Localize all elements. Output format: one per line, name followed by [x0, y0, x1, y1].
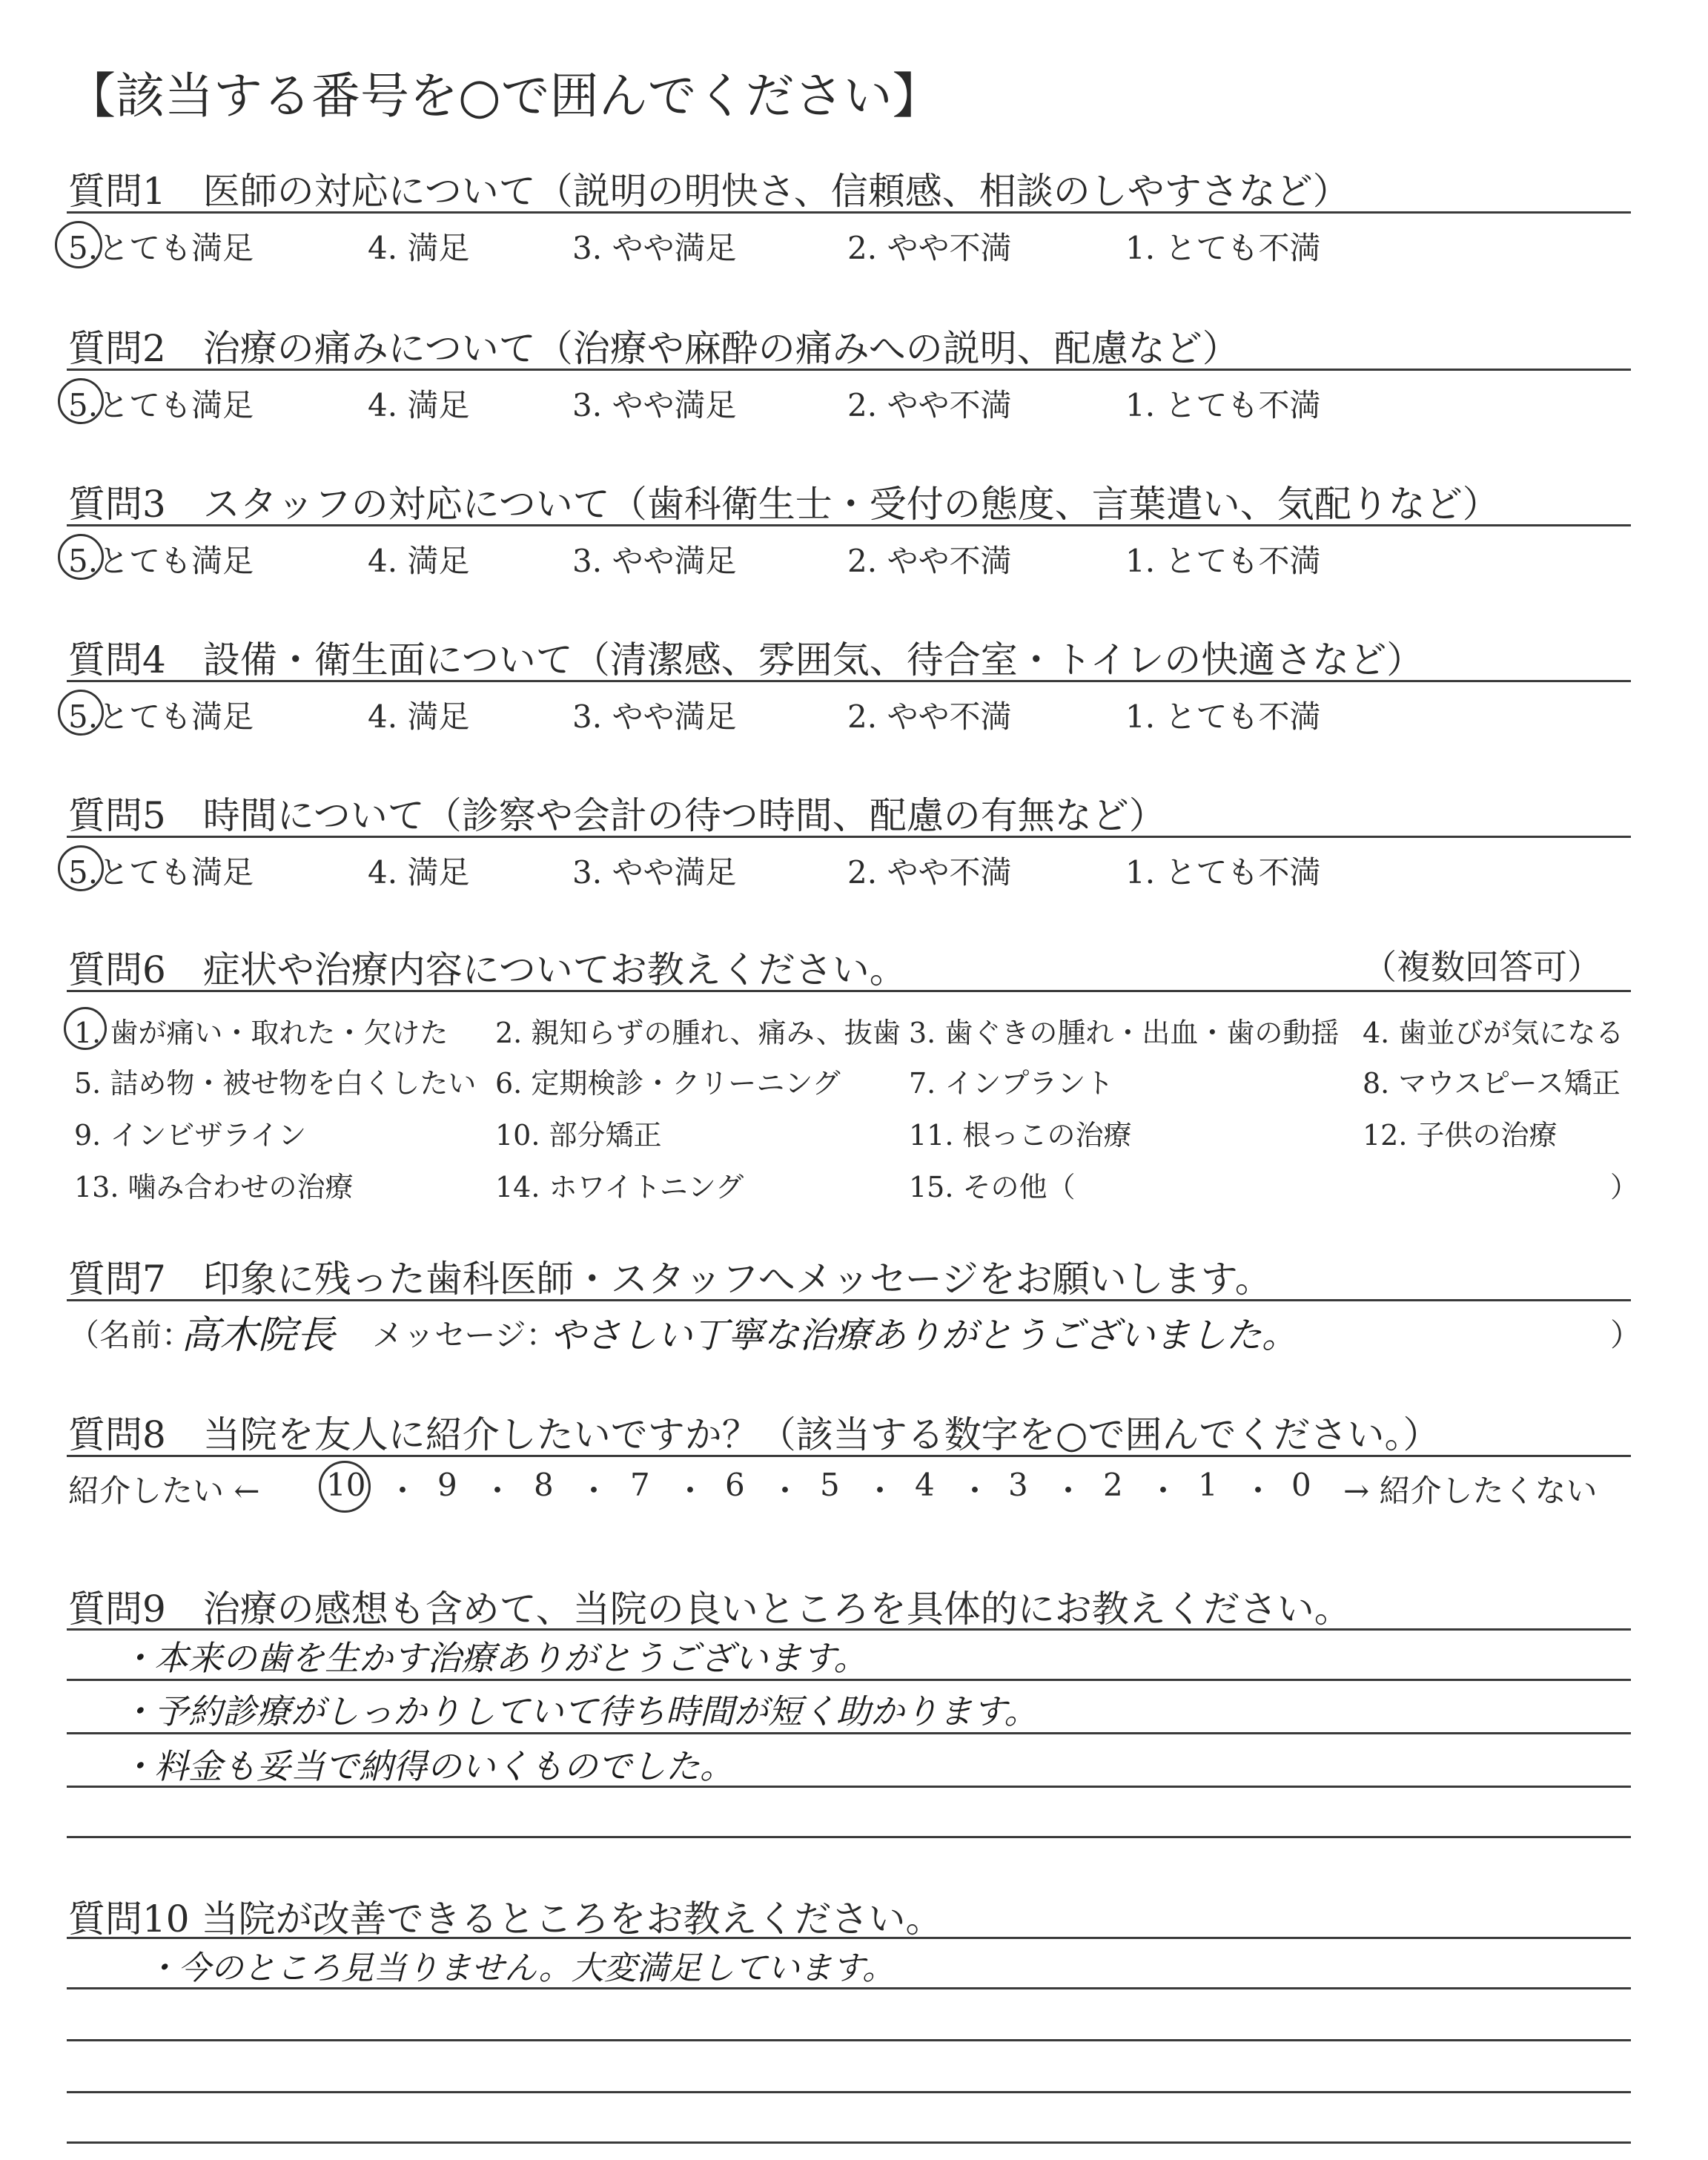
answer-line — [67, 1987, 1631, 1989]
recommend-right-label: → 紹介したくない — [1343, 1473, 1598, 1509]
scale-6[interactable]: 6 — [725, 1467, 745, 1503]
name-label: （名前： — [68, 1317, 193, 1353]
rating-row-q3 — [0, 535, 1708, 580]
rating-row-q2 — [0, 380, 1708, 424]
symptom-option-5[interactable]: 5. 詰め物・被せ物を白くしたい — [74, 1067, 477, 1100]
symptom-option-14[interactable]: 14. ホワイトニング — [495, 1171, 744, 1203]
rating-option-5[interactable]: 5.とても満足 — [68, 854, 254, 891]
rating-option-2[interactable]: 2. やや不満 — [847, 698, 1012, 735]
scale-8[interactable]: 8 — [534, 1467, 554, 1503]
scale-1[interactable]: 1 — [1198, 1467, 1218, 1503]
symptom-option-2[interactable]: 2. 親知らずの腫れ、痛み、抜歯 — [495, 1017, 901, 1049]
answer-line — [67, 1786, 1631, 1788]
divider — [67, 369, 1631, 371]
rating-option-2[interactable]: 2. やや不満 — [847, 854, 1012, 891]
answer-line — [67, 2091, 1631, 2093]
symptom-option-15[interactable]: 15. その他（ — [909, 1171, 1076, 1203]
rating-option-3[interactable]: 3. やや満足 — [572, 854, 737, 891]
scale-separator: ・ — [1242, 1473, 1274, 1509]
rating-row-q5 — [0, 847, 1708, 891]
scale-separator: ・ — [864, 1473, 896, 1509]
rating-option-5[interactable]: 5.とても満足 — [68, 543, 254, 579]
question-1: 質問1 医師の対応について（説明の明快さ、信頼感、相談のしやすさなど） — [68, 170, 1350, 213]
rating-option-2[interactable]: 2. やや不満 — [847, 230, 1012, 266]
scale-9[interactable]: 9 — [437, 1467, 457, 1503]
divider — [67, 1299, 1631, 1301]
rating-option-3[interactable]: 3. やや満足 — [572, 230, 737, 266]
question-9: 質問9 治療の感想も含めて、当院の良いところを具体的にお教えください。 — [68, 1588, 1351, 1631]
answer-line — [67, 1836, 1631, 1838]
divider — [67, 836, 1631, 838]
good-point-answer-3[interactable]: ・料金も妥当で納得のいくものでした。 — [120, 1746, 734, 1786]
improvement-answer-1[interactable]: ・今のところ見当りません。大変満足しています。 — [145, 1949, 896, 1987]
name-value[interactable]: 高木院長 — [181, 1313, 336, 1358]
question-2: 質問2 治療の痛みについて（治療や麻酔の痛みへの説明、配慮など） — [68, 327, 1239, 370]
scale-separator: ・ — [959, 1473, 991, 1509]
symptom-option-8[interactable]: 8. マウスピース矯正 — [1363, 1067, 1621, 1100]
symptom-option-3[interactable]: 3. 歯ぐきの腫れ・出血・歯の動揺 — [909, 1017, 1340, 1049]
scale-2[interactable]: 2 — [1103, 1467, 1123, 1503]
answer-line — [67, 1679, 1631, 1681]
rating-option-3[interactable]: 3. やや満足 — [572, 543, 737, 579]
answer-line — [67, 2039, 1631, 2041]
answer-line — [67, 2141, 1631, 2144]
rating-row-q1 — [0, 222, 1708, 267]
rating-option-2[interactable]: 2. やや不満 — [847, 543, 1012, 579]
symptom-option-10[interactable]: 10. 部分矯正 — [495, 1119, 662, 1152]
symptom-option-11[interactable]: 11. 根っこの治療 — [909, 1119, 1132, 1152]
rating-option-4[interactable]: 4. 満足 — [368, 543, 470, 579]
page-title: 【該当する番号を○で囲んでください】 — [67, 67, 941, 125]
scale-separator: ・ — [578, 1473, 610, 1509]
rating-option-1[interactable]: 1. とても不満 — [1125, 387, 1321, 423]
symptom-option-13[interactable]: 13. 噛み合わせの治療 — [74, 1171, 354, 1203]
rating-option-1[interactable]: 1. とても不満 — [1125, 698, 1321, 735]
scale-4[interactable]: 4 — [915, 1467, 935, 1503]
recommend-left-label: 紹介したい ← — [68, 1473, 260, 1509]
rating-option-4[interactable]: 4. 満足 — [368, 698, 470, 735]
rating-row-q4 — [0, 691, 1708, 736]
divider — [67, 1628, 1631, 1631]
scale-separator: ・ — [387, 1473, 419, 1509]
symptom-option-1[interactable]: 1. 歯が痛い・取れた・欠けた — [74, 1017, 448, 1049]
symptom-option-7[interactable]: 7. インプラント — [909, 1067, 1114, 1100]
scale-0[interactable]: 0 — [1291, 1467, 1311, 1503]
question-6: 質問6 症状や治療内容についてお教えください。 — [68, 948, 907, 991]
scale-separator: ・ — [675, 1473, 706, 1509]
question-8: 質問8 当院を友人に紹介したいですか？（該当する数字を○で囲んでください。） — [68, 1413, 1440, 1456]
rating-option-4[interactable]: 4. 満足 — [368, 230, 470, 266]
divider — [67, 524, 1631, 526]
question-10: 質問10 当院が改善できるところをお教えください。 — [68, 1898, 943, 1941]
question-3: 質問3 スタッフの対応について（歯科衛生士・受付の態度、言葉遣い、気配りなど） — [68, 483, 1500, 526]
message-value[interactable]: やさしい丁寧な治療ありがとうございました。 — [550, 1315, 1298, 1356]
rating-option-5[interactable]: 5.とても満足 — [68, 230, 254, 266]
rating-option-3[interactable]: 3. やや満足 — [572, 387, 737, 423]
rating-option-1[interactable]: 1. とても不満 — [1125, 854, 1321, 891]
rating-option-3[interactable]: 3. やや満足 — [572, 698, 737, 735]
message-label: メッセージ： — [372, 1317, 557, 1353]
question-7: 質問7 印象に残った歯科医師・スタッフへメッセージをお願いします。 — [68, 1258, 1272, 1301]
scale-separator: ・ — [1053, 1473, 1085, 1509]
question-4: 質問4 設備・衛生面について（清潔感、雰囲気、待合室・トイレの快適さなど） — [68, 638, 1424, 681]
question-5: 質問5 時間について（診察や会計の待つ時間、配慮の有無など） — [68, 794, 1166, 837]
good-point-answer-2[interactable]: ・予約診療がしっかりしていて待ち時間が短く助かります。 — [120, 1691, 1039, 1731]
good-point-answer-1[interactable]: ・本来の歯を生かす治療ありがとうございます。 — [120, 1638, 868, 1678]
rating-option-5[interactable]: 5.とても満足 — [68, 387, 254, 423]
divider — [67, 1937, 1631, 1939]
rating-option-1[interactable]: 1. とても不満 — [1125, 230, 1321, 266]
scale-separator: ・ — [769, 1473, 801, 1509]
scale-7[interactable]: 7 — [630, 1467, 650, 1503]
divider — [67, 211, 1631, 214]
rating-option-1[interactable]: 1. とても不満 — [1125, 543, 1321, 579]
message-close-paren: ） — [1610, 1317, 1642, 1353]
multiple-answer-note: （複数回答可） — [1363, 947, 1601, 987]
scale-5[interactable]: 5 — [820, 1467, 840, 1503]
rating-option-2[interactable]: 2. やや不満 — [847, 387, 1012, 423]
scale-3[interactable]: 3 — [1008, 1467, 1028, 1503]
rating-option-4[interactable]: 4. 満足 — [368, 387, 470, 423]
symptom-option-9[interactable]: 9. インビザライン — [74, 1119, 307, 1152]
symptom-option-4[interactable]: 4. 歯並びが気になる — [1363, 1017, 1624, 1049]
scale-10[interactable]: 10 — [326, 1467, 366, 1503]
rating-option-5[interactable]: 5.とても満足 — [68, 698, 254, 735]
other-close-paren: ） — [1610, 1171, 1639, 1203]
symptom-option-6[interactable]: 6. 定期検診・クリーニング — [495, 1067, 841, 1100]
divider — [67, 1455, 1631, 1457]
scale-separator: ・ — [1148, 1473, 1179, 1509]
rating-option-4[interactable]: 4. 満足 — [368, 854, 470, 891]
divider — [67, 680, 1631, 682]
scale-separator: ・ — [482, 1473, 514, 1509]
answer-line — [67, 1732, 1631, 1734]
divider — [67, 990, 1631, 992]
symptom-option-12[interactable]: 12. 子供の治療 — [1363, 1119, 1558, 1152]
